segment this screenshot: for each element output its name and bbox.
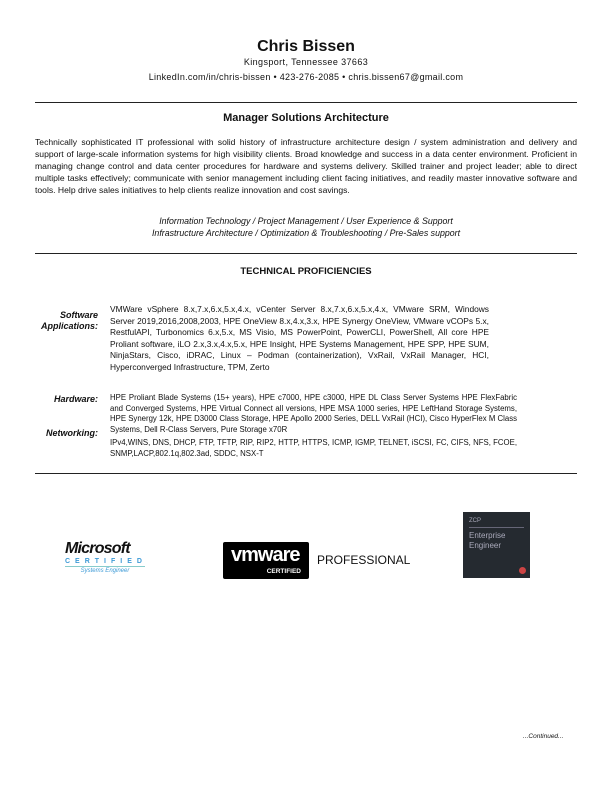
networking-list: IPv4,WINS, DNS, DHCP, FTP, TFTP, RIP, RIP2, HTTP, HTTPS, ICMP, IGMP, TELNET, iSCSI, FC, CIFS, NFS, FCOE, SNMP,LACP,802.1q,802.3ad, SDDC, NSX-T (110, 438, 517, 458)
vmware-certified-logo (223, 542, 309, 579)
software-label: Software Applications: (40, 310, 98, 331)
summary: Technically sophisticated IT professional with solid history of infrastructure architecture design / system administration and delivery and support of large-scale information systems for high visibility clients. Broad knowledge and success in a data center environment. Proficient in managing change control and data center procedures for hardware and systems delivery. Skilled trainer and project leader; able to direct multiple tasks effectively; communicate with senior management including client facing initiatives, and readily master innovative software and tools. Help drive sales initiatives to help clients realize innovation and cost savings. (35, 137, 577, 195)
contact-line: LinkedIn.com/in/chris-bissen • 423-276-2085 • chris.bissen67@gmail.com (148, 72, 464, 82)
hardware-list: HPE Proliant Blade Systems (15+ years), HPE c7000, HPE c3000, HPE DL Class Server Systems HPE FlexFabric and Converged Systems, HPE Virtual Connect all versions, HPE MSA 1000 series, HPE LeftHand Storage Systems, HPE Synergy 12k, HPE D3000 Class Storage, HPE Apollo 2000 Series, DELL VxRail (HCI), Cisco HyperFlex M Class Systems, Dell R-Class Servers, Pure Storage x70R (110, 393, 517, 434)
zerto-icon (519, 567, 526, 574)
ms-sub: Systems Engineer (80, 568, 130, 574)
divider (35, 102, 577, 103)
vm-brand: vmware (231, 544, 300, 566)
vmware-level: PROFESSIONAL (317, 553, 411, 567)
focus-line: Information Technology / Project Management / User Experience & Support (159, 216, 453, 226)
software-list: VMWare vSphere 8.x,7.x,6.x,5.x,4.x, vCenter Server 8.x,7.x,6.x,5.x,4.x, VMware SRM, Windows Server 2019,2016,2008,2003, HPE OneView 8.x,4.x,3.x, HPE Synergy OneView, VMware vCOPs 5.x, RestfulAPI, Turbonomics 6.x,5.x, MS Visio, MS PowerPoint, PowerCLI, PowerShell, All core HPE Proliant software, iLO 2.x,3.x,4.x,5.x, HPE Insight, HPE Systems Management, HPE SPP, HPE SUM, NinjaStars, Cisco, iDRAC, Linux – Podman (containerization), VxRail, VxRail Manager, HCI, Hyperconverged Infrastructure, TPM, Zerto (110, 304, 489, 372)
hardware-label: Hardware: (53, 394, 98, 404)
microsoft-certified-logo (65, 540, 145, 574)
zcp-title: Enterprise Engineer (469, 531, 506, 550)
networking-label: Networking: (45, 428, 98, 438)
focus-line: Infrastructure Architecture / Optimization & Troubleshooting / Pre-Sales support (151, 228, 461, 238)
continued-note: ...Continued... (523, 733, 564, 740)
section-heading: TECHNICAL PROFICIENCIES (240, 266, 372, 277)
divider (35, 253, 577, 254)
job-title: Manager Solutions Architecture (223, 112, 389, 124)
address: Kingsport, Tennessee 37663 (243, 57, 369, 67)
vm-cert: CERTIFIED (266, 568, 301, 575)
zcp-label: ZCP (469, 518, 524, 528)
ms-cert: CERTIFIED (65, 558, 147, 565)
candidate-name: Chris Bissen (257, 38, 355, 55)
ms-brand: Microsoft (65, 540, 130, 557)
divider (35, 473, 577, 474)
zcp-badge (463, 512, 530, 578)
